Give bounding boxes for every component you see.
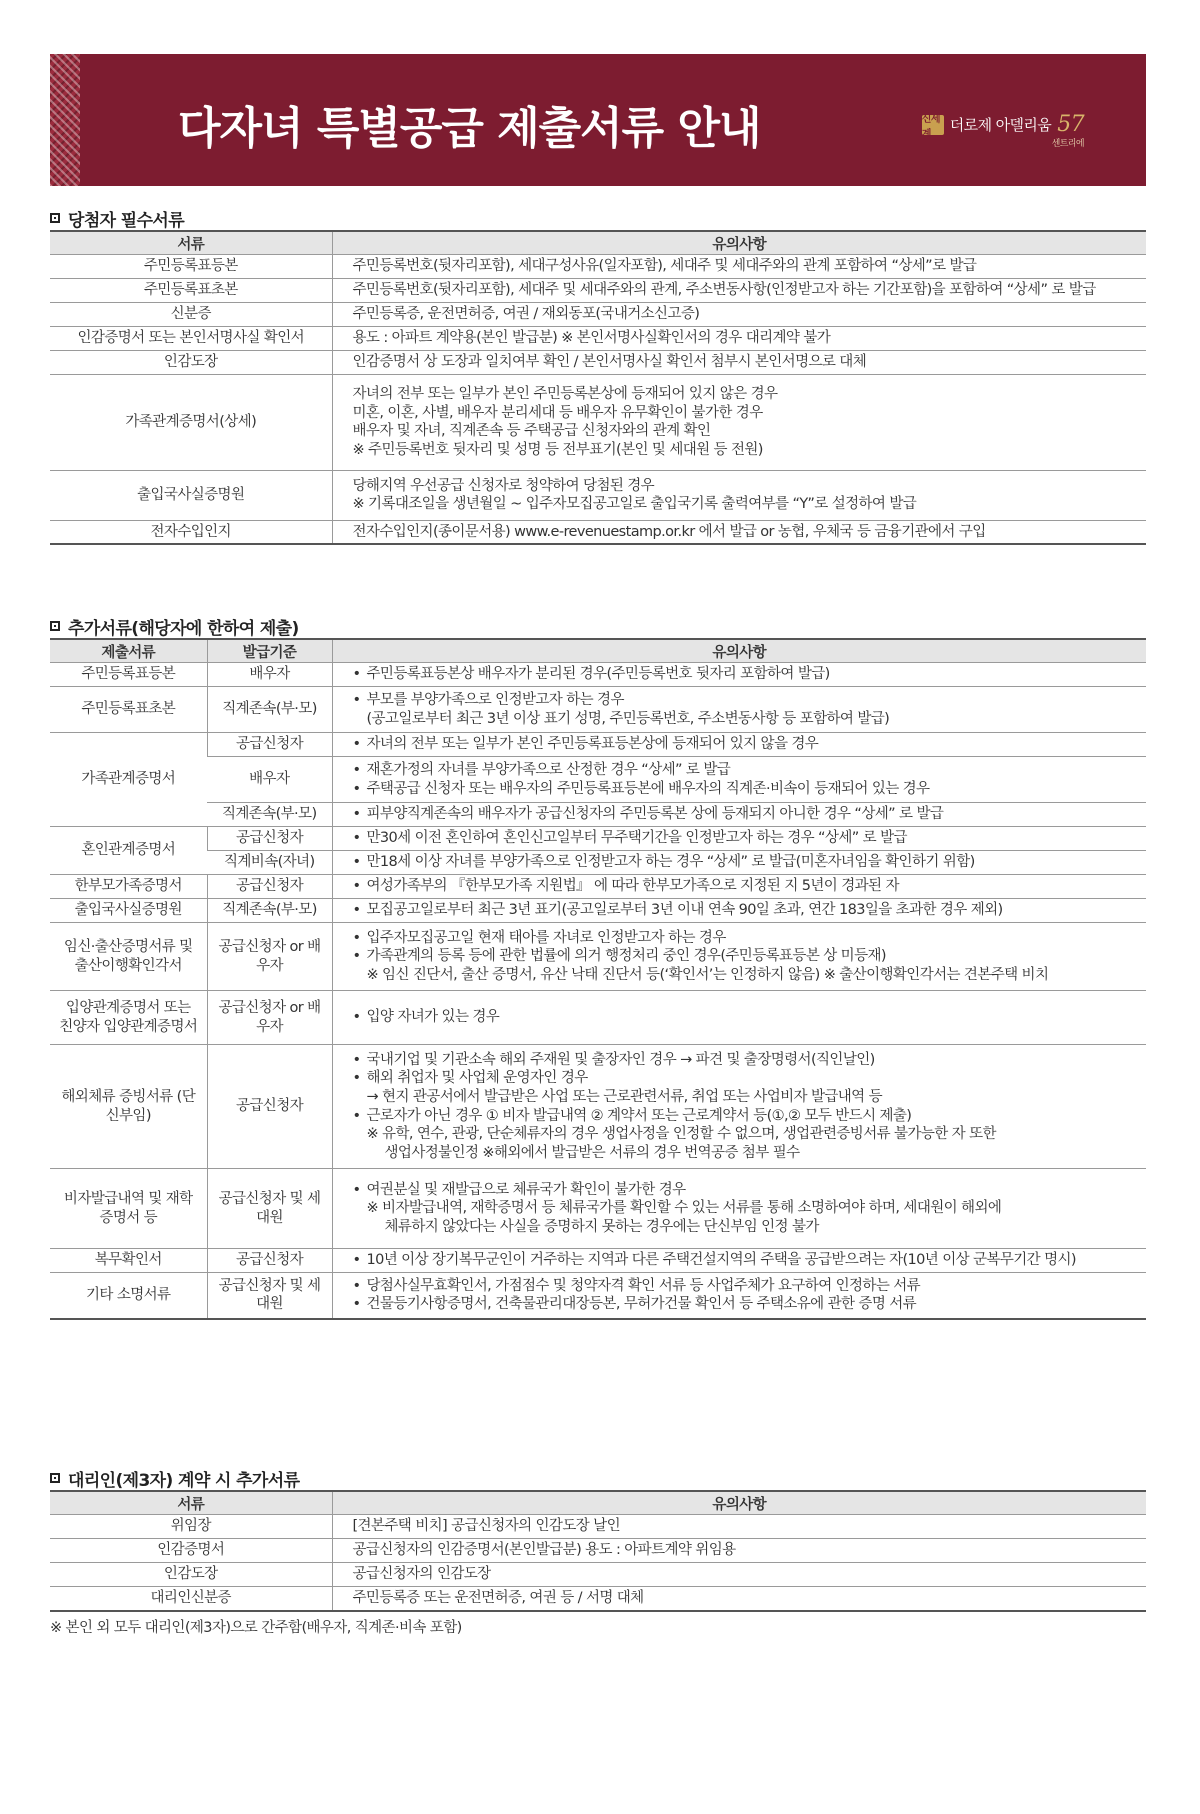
table-row	[50, 350, 1146, 374]
bullet-item: • 재혼가정의 자녀를 부양가족으로 산정한 경우 “상세” 로 발급	[353, 761, 1139, 780]
notes-cell	[332, 1045, 1146, 1169]
basis-cell: 공급신청자 및 세대원	[207, 1273, 332, 1319]
brand-number: 57	[1057, 112, 1084, 137]
notes-cell	[332, 757, 1146, 803]
document-cell: 해외체류 증빙서류 (단신부임)	[50, 1045, 207, 1169]
additional-docs-table	[50, 638, 1146, 1320]
table-row	[50, 733, 1146, 757]
note-line: 당해지역 우선공급 신청자로 청약하여 당첨된 경우	[352, 477, 655, 494]
document-cell: 비자발급내역 및 재학증명서 등	[50, 1169, 207, 1249]
note-line: ※ 유학, 연수, 관광, 단순체류자의 경우 생업사정을 인정할 수 없으며, 생업관련증빙서류 불가능한 자 또한	[366, 1126, 996, 1143]
table-row	[50, 757, 1146, 803]
notes-cell	[332, 875, 1146, 899]
document-cell: 인감도장	[50, 1563, 332, 1587]
note-line: 용도 : 아파트 계약용(본인 발급분) ※ 본인서명사실확인서의 경우 대리계약 불가	[352, 329, 831, 346]
document-cell: 출입국사실증명원	[50, 470, 332, 520]
document-cell: 인감증명서	[50, 1539, 332, 1563]
table-row	[50, 374, 1146, 470]
notes-cell	[332, 1169, 1146, 1249]
basis-cell: 공급신청자	[207, 1045, 332, 1169]
basis-cell: 공급신청자 or 배우자	[207, 923, 332, 991]
header-banner	[50, 54, 1146, 186]
document-cell: 입양관계증명서 또는 친양자 입양관계증명서	[50, 991, 207, 1045]
basis-cell: 직계존속(부·모)	[207, 899, 332, 923]
note-line: 배우자 및 자녀, 직계존속 등 주택공급 신청자와의 관계 확인	[352, 423, 711, 440]
document-cell: 주민등록표등본	[50, 255, 332, 279]
bullet-item: • 입양 자녀가 있는 경우	[353, 1008, 1139, 1027]
table-row	[50, 520, 1146, 544]
basis-cell: 직계비속(자녀)	[207, 851, 332, 875]
bullet-item: • 만18세 이상 자녀를 부양가족으로 인정받고자 하는 경우 “상세” 로 발급(미혼자녀임을 확인하기 위함)	[353, 853, 1139, 872]
document-cell: 혼인관계증명서	[50, 827, 207, 875]
column-header: 유의사항	[332, 1491, 1146, 1515]
note-line: 주민등록번호(뒷자리포함), 세대구성사유(일자포함), 세대주 및 세대주와의 관계 포함하여 “상세”로 발급	[352, 258, 977, 274]
section-proxy-docs	[50, 1466, 1146, 1637]
table-row	[50, 326, 1146, 350]
column-header: 유의사항	[332, 639, 1146, 663]
notes-cell	[332, 374, 1146, 470]
document-cell: 인감도장	[50, 350, 332, 374]
section-title: 추가서류(해당자에 한하여 제출)	[50, 614, 1146, 638]
table-row	[50, 1273, 1146, 1319]
bullet-item: • 가족관계의 등록 등에 관한 법률에 의거 행정처리 중인 경우(주민등록표등본 상 미등재)	[353, 947, 1139, 966]
note-line: 체류하지 않았다는 사실을 증명하지 못하는 경우에는 단신부임 인정 불가	[384, 1218, 819, 1235]
notes-cell: [견본주택 비치] 공급신청자의 인감도장 날인	[332, 1515, 1146, 1539]
basis-cell: 공급신청자	[207, 1249, 332, 1273]
table-row	[50, 1249, 1146, 1273]
basis-cell: 공급신청자	[207, 875, 332, 899]
note-line: 주민등록번호(뒷자리포함), 세대주 및 세대주와의 관계, 주소변동사항(인정받고자 하는 기간포함)을 포함하여 “상세” 로 발급	[352, 281, 1096, 298]
notes-cell	[332, 923, 1146, 991]
document-cell: 한부모가족증명서	[50, 875, 207, 899]
column-header: 발급기준	[207, 639, 332, 663]
document-cell: 주민등록표초본	[50, 687, 207, 733]
notes-cell	[332, 803, 1146, 827]
note-line: 미혼, 이혼, 사별, 배우자 분리세대 등 배우자 유무확인이 불가한 경우	[352, 404, 763, 421]
table-row	[50, 991, 1146, 1045]
notes-cell	[332, 991, 1146, 1045]
table-row	[50, 255, 1146, 279]
proxy-docs-table	[50, 1490, 1146, 1612]
document-cell: 주민등록표등본	[50, 663, 207, 687]
table-row	[50, 827, 1146, 851]
bullet-item: • 자녀의 전부 또는 일부가 본인 주민등록표등본상에 등재되어 있지 않을 경우	[353, 735, 1139, 754]
column-header: 유의사항	[332, 231, 1146, 255]
notes-cell: 주민등록증 또는 운전면허증, 여권 등 / 서명 대체	[332, 1587, 1146, 1611]
document-cell: 전자수입인지	[50, 520, 332, 544]
notes-cell: 공급신청자의 인감도장	[332, 1563, 1146, 1587]
column-header: 제출서류	[50, 639, 207, 663]
bullet-item: • 여성가족부의 『한부모가족 지원법』 에 따라 한부모가족으로 지정된 지 5년이 경과된 자	[353, 877, 1139, 896]
note-line: ※ 비자발급내역, 재학증명서 등 체류국가를 확인할 수 있는 서류를 통해 소명하여야 하며, 세대원이 해외에	[366, 1200, 1002, 1217]
basis-cell: 배우자	[207, 663, 332, 687]
document-cell: 복무확인서	[50, 1249, 207, 1273]
table-row	[50, 851, 1146, 875]
document-cell: 임신·출산증명서류 및 출산이행확인각서	[50, 923, 207, 991]
table-row	[50, 875, 1146, 899]
bullet-item: • 당첨사실무효확인서, 가점점수 및 청약자격 확인 서류 등 사업주체가 요구하여 인정하는 서류	[353, 1277, 1139, 1296]
note-line: → 현지 관공서에서 발급받은 사업 또는 근로관련서류, 취업 또는 사업비자 발급내역 등	[366, 1088, 882, 1105]
notes-cell	[332, 687, 1146, 733]
document-cell: 가족관계증명서(상세)	[50, 374, 332, 470]
bullet-item: • 모집공고일로부터 최근 3년 표기(공고일로부터 3년 이내 연속 90일 초과, 연간 183일을 초과한 경우 제외)	[353, 901, 1139, 920]
note-line: ※ 주민등록번호 뒷자리 및 성명 등 전부표기(본인 및 세대원 등 전원)	[352, 441, 763, 458]
bullet-item: • 10년 이상 장기복무군인이 거주하는 지역과 다른 주택건설지역의 주택을 공급받으려는 자(10년 이상 군복무기간 명시)	[353, 1251, 1139, 1270]
required-docs-table	[50, 230, 1146, 545]
brand-name: 더로제 아델리움	[949, 116, 1052, 134]
basis-cell: 직계존속(부·모)	[207, 687, 332, 733]
notes-cell	[332, 326, 1146, 350]
bullet-item: • 국내기업 및 기관소속 해외 주재원 및 출장자인 경우 → 파견 및 출장명령서(직인날인)	[353, 1051, 1139, 1070]
document-cell: 위임장	[50, 1515, 332, 1539]
bullet-item: • 주민등록표등본상 배우자가 분리된 경우(주민등록번호 뒷자리 포함하여 발급)	[353, 665, 1139, 684]
bullet-item: • 해외 취업자 및 사업체 운영자인 경우	[353, 1069, 1139, 1088]
bullet-item: • 주택공급 신청자 또는 배우자의 주민등록표등본에 배우자의 직계존·비속이 등재되어 있는 경우	[353, 780, 1139, 799]
brand-badge: 신세계	[922, 115, 944, 135]
basis-cell: 공급신청자	[207, 827, 332, 851]
brand-subtitle: 센트리에	[1051, 139, 1084, 149]
notes-cell	[332, 1273, 1146, 1319]
table-row	[50, 1169, 1146, 1249]
notes-cell	[332, 733, 1146, 757]
bullet-item: • 만30세 이전 혼인하여 혼인신고일부터 무주택기간을 인정받고자 하는 경우 “상세” 로 발급	[353, 829, 1139, 848]
square-bullet-icon	[50, 621, 60, 631]
table-row	[50, 663, 1146, 687]
notes-cell	[332, 899, 1146, 923]
column-header: 서류	[50, 231, 332, 255]
document-cell: 출입국사실증명원	[50, 899, 207, 923]
table-row	[50, 470, 1146, 520]
bullet-item: • 근로자가 아닌 경우 ① 비자 발급내역 ② 계약서 또는 근로계약서 등(①,② 모두 반드시 제출)	[353, 1107, 1139, 1126]
square-bullet-icon	[50, 213, 60, 223]
document-cell: 신분증	[50, 302, 332, 326]
brand-logo	[921, 112, 1084, 140]
table-row	[50, 923, 1146, 991]
notes-cell	[332, 520, 1146, 544]
document-cell: 기타 소명서류	[50, 1273, 207, 1319]
table-row	[50, 278, 1146, 302]
square-bullet-icon	[50, 1473, 60, 1483]
note-line: 인감증명서 상 도장과 일치여부 확인 / 본인서명사실 확인서 첨부시 본인서명으로 대체	[352, 353, 867, 370]
bullet-item: • 부모를 부양가족으로 인정받고자 하는 경우	[353, 691, 1139, 710]
bullet-item: • 입주자모집공고일 현재 태아를 자녀로 인정받고자 하는 경우	[353, 929, 1139, 948]
note-line: 자녀의 전부 또는 일부가 본인 주민등록본상에 등재되어 있지 않은 경우	[352, 385, 778, 402]
table-row	[50, 899, 1146, 923]
table-row	[50, 687, 1146, 733]
section-title: 당첨자 필수서류	[50, 206, 1146, 230]
basis-cell: 공급신청자 or 배우자	[207, 991, 332, 1045]
note-line: ※ 임신 진단서, 출산 증명서, 유산 낙태 진단서 등(‘확인서’는 인정하지 않음) ※ 출산이행확인각서는 견본주택 비치	[366, 966, 1049, 983]
notes-cell	[332, 470, 1146, 520]
bullet-item: • 건물등기사항증명서, 건축물관리대장등본, 무허가건물 확인서 등 주택소유에 관한 증명 서류	[353, 1295, 1139, 1314]
basis-cell: 직계존속(부·모)	[207, 803, 332, 827]
table-row	[50, 1587, 1146, 1611]
notes-cell	[332, 350, 1146, 374]
notes-cell	[332, 255, 1146, 279]
notes-cell: 공급신청자의 인감증명서(본인발급분) 용도 : 아파트계약 위임용	[332, 1539, 1146, 1563]
table-row	[50, 1563, 1146, 1587]
note-line: (공고일로부터 최근 3년 이상 표기 성명, 주민등록번호, 주소변동사항 등 포함하여 발급)	[366, 710, 890, 727]
document-cell: 주민등록표초본	[50, 278, 332, 302]
document-cell: 가족관계증명서	[50, 733, 207, 827]
notes-cell	[332, 302, 1146, 326]
notes-cell	[332, 851, 1146, 875]
document-cell: 인감증명서 또는 본인서명사실 확인서	[50, 326, 332, 350]
basis-cell: 배우자	[207, 757, 332, 803]
document-cell: 대리인신분증	[50, 1587, 332, 1611]
section-title: 대리인(제3자) 계약 시 추가서류	[50, 1466, 1146, 1490]
notes-cell	[332, 278, 1146, 302]
section-additional-docs	[50, 614, 1146, 1320]
section-required-docs	[50, 206, 1146, 545]
page-title: 다자녀 특별공급 제출서류 안내	[178, 103, 761, 154]
bullet-item: • 여권분실 및 재발급으로 체류국가 확인이 불가한 경우	[353, 1181, 1139, 1200]
table-row	[50, 803, 1146, 827]
table-row	[50, 1515, 1146, 1539]
notes-cell	[332, 1249, 1146, 1273]
banner-pattern	[50, 54, 80, 186]
table-row	[50, 1045, 1146, 1169]
note-line: 주민등록증, 운전면허증, 여권 / 재외동포(국내거소신고증)	[352, 305, 700, 322]
notes-cell	[332, 663, 1146, 687]
bullet-item: • 피부양직계존속의 배우자가 공급신청자의 주민등록본 상에 등재되지 아니한 경우 “상세” 로 발급	[353, 805, 1139, 824]
notes-cell	[332, 827, 1146, 851]
note-line: 생업사정불인정 ※해외에서 발급받은 서류의 경우 번역공증 첨부 필수	[384, 1144, 800, 1161]
basis-cell: 공급신청자	[207, 733, 332, 757]
footnote: ※ 본인 외 모두 대리인(제3자)으로 간주함(배우자, 직계존·비속 포함)	[50, 1619, 462, 1636]
basis-cell: 공급신청자 및 세대원	[207, 1169, 332, 1249]
table-row	[50, 1539, 1146, 1563]
table-row	[50, 302, 1146, 326]
note-line: ※ 기록대조일을 생년월일 ~ 입주자모집공고일로 출입국기록 출력여부를 “Y”로 설정하여 발급	[352, 496, 917, 513]
note-line: 전자수입인지(종이문서용) www.e-revenuestamp.or.kr 에서 발급 or 농협, 우체국 등 금융기관에서 구입	[352, 523, 986, 540]
column-header: 서류	[50, 1491, 332, 1515]
